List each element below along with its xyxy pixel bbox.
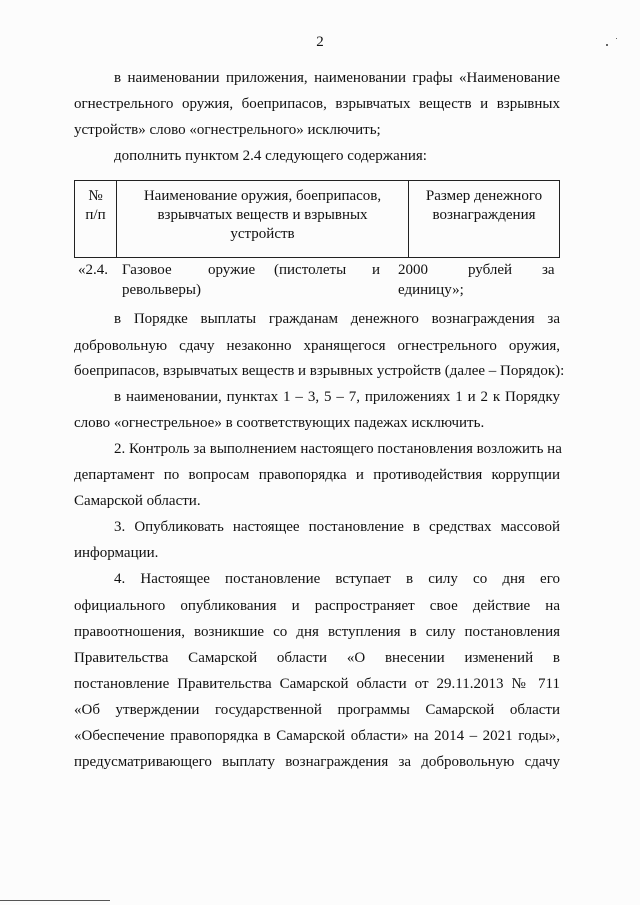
header-name-line: Наименование оружия, боеприпасов, [143, 188, 382, 204]
body-line: информации. [74, 545, 159, 561]
row-name-word: (пистолеты [274, 262, 347, 278]
header-name-line: устройств [230, 226, 295, 242]
body-line: 2. Контроль за выполнением настоящего постановления возложить на [114, 441, 562, 457]
bottom-scan-edge [0, 900, 110, 901]
row-reward-continuation: единицу»; [398, 282, 464, 298]
intro-line: устройств» слово «огнестрельного» исключить; [74, 122, 381, 138]
body-line: 4. Настоящее постановление вступает в силу со дня его [114, 571, 560, 587]
body-line: Самарской области. [74, 493, 201, 509]
scan-speck [606, 44, 608, 46]
row-reward-word: 2000 [398, 262, 428, 278]
header-name-line: взрывчатых веществ и взрывных [157, 207, 368, 223]
body-line: в Порядке выплаты гражданам денежного вознаграждения за [114, 311, 560, 327]
row-reward-word: рублей [468, 262, 513, 278]
body-line: боеприпасов, взрывчатых веществ и взрывных устройств (далее – Порядок): [74, 363, 565, 379]
header-reward-cell [409, 181, 559, 257]
row-number: «2.4. [78, 262, 108, 278]
header-number-line: № [88, 188, 103, 204]
row-name-word: и [372, 262, 381, 278]
row-name-word: Газовое [122, 262, 172, 278]
body-line: 3. Опубликовать настоящее постановление в средствах массовой [114, 519, 560, 535]
header-number-line: п/п [85, 207, 106, 223]
header-number-cell [75, 181, 117, 257]
intro-line: огнестрельного оружия, боеприпасов, взрывчатых веществ и взрывных [74, 96, 560, 112]
page-number: 2 [316, 34, 324, 50]
body-line: постановление Правительства Самарской области от 29.11.2013 № 711 [74, 676, 560, 692]
body-line: департамент по вопросам правопорядка и противодействия коррупции [74, 467, 560, 483]
body-line: правоотношения, возникшие со дня вступления в силу постановления [74, 624, 560, 640]
header-name-cell [117, 181, 409, 257]
intro-line: в наименовании приложения, наименовании графы «Наименование [114, 70, 560, 86]
body-line: предусматривающего выплату вознаграждения за добровольную сдачу [74, 754, 560, 770]
row-name-word: оружие [208, 262, 256, 278]
header-reward-line: вознаграждения [432, 207, 536, 223]
body-line: слово «огнестрельное» в соответствующих падежах исключить. [74, 415, 485, 431]
body-line: «Обеспечение правопорядка в Самарской области» на 2014 – 2021 годы», [74, 728, 560, 744]
reward-table-header [74, 180, 560, 258]
scan-speck [616, 38, 617, 39]
row-name-continuation: револьверы) [122, 282, 201, 298]
body-line: официального опубликования и распространяет свое действие на [74, 598, 560, 614]
body-line: Правительства Самарской области «О внесении изменений в [74, 650, 560, 666]
body-line: «Об утверждении государственной программы Самарской области [74, 702, 560, 718]
body-line: добровольную сдачу незаконно хранящегося огнестрельного оружия, [74, 338, 560, 354]
intro-line: дополнить пунктом 2.4 следующего содержания: [114, 148, 427, 164]
body-line: в наименовании, пунктах 1 – 3, 5 – 7, приложениях 1 и 2 к Порядку [114, 389, 560, 405]
header-reward-line: Размер денежного [425, 188, 543, 204]
row-reward-word: за [542, 262, 555, 278]
